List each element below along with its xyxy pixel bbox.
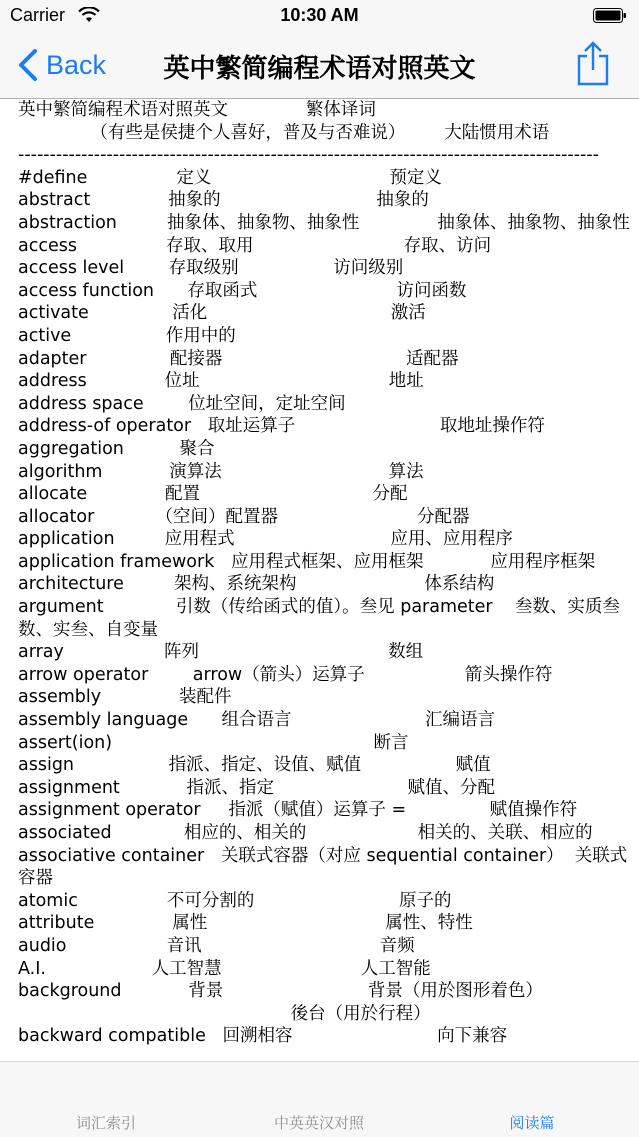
status-bar xyxy=(0,0,639,32)
carrier-label: Carrier xyxy=(10,5,66,25)
tab-label: 中英英汉对照 xyxy=(273,1114,364,1132)
battery-icon xyxy=(593,8,627,23)
navigation-bar xyxy=(0,32,639,99)
document-text: 英中繁简编程术语对照英文 繁体译词 （有些是侯捷个人喜好，普及与否难说） 大陆惯用术语 -------------------------------------------------------------------------------------------- #define 定义 预定义 abstract 抽象的 抽象的 abstraction 抽象体、抽象物、抽象性 抽象体、抽象物、抽象性 access 存取、取用 存取、访问 access level 存取级别 访问级别 access function 存取函式 访问函数 activate 活化 激活 active 作用中的 adapter 配接器 适配器 address 位址 地址 address space 位址空间，定址空间 address-of operator 取址运算子 取地址操作符 aggregation 聚合 algorithm 演算法 算法 allocate 配置 分配 allocator （空间）配置器 分配器 application 应用程式 应用、应用程序 application framework 应用程式框架、应用框架 应用程序框架 architecture 架构、系统架构 体系结构 argument 引数（传给函式的值）。叁见 parameter 叁数、实质叁数、实叁、自变量 array 阵列 数组 arrow operator arrow（箭头）运算子 箭头操作符 assembly 装配件 assembly language 组合语言 汇编语言 assert(ion) 断言 assign 指派、指定、设值、赋值 赋值 assignment 指派、指定 赋值、分配 assignment operator 指派（赋值）运算子 = 赋值操作符 associated 相应的、相关的 相关的、关联、相应的 associative container 关联式容器（对应 sequential container） 关联式容器 atomic 不可分割的 原子的 attribute 属性 属性、特性 audio 音讯 音频 A.I. 人工智慧 人工智能 background 背景 背景（用於图形着色） 後台（用於行程） backward compatible 回溯相容 向下兼容 xyxy=(18,100,630,1047)
tab-label: 阅读篇 xyxy=(509,1114,555,1132)
status-time: 10:30 AM xyxy=(280,5,359,25)
back-label: Back xyxy=(46,49,107,80)
tab-vocabulary-index[interactable] xyxy=(36,1112,176,1133)
share-icon[interactable] xyxy=(575,40,611,86)
tab-bar xyxy=(0,1061,639,1137)
chevron-left-icon xyxy=(16,48,38,82)
tab-label: 词汇索引 xyxy=(75,1114,136,1132)
page-title: 英中繁简编程术语对照英文 xyxy=(163,54,476,84)
document-scroll-view[interactable] xyxy=(0,99,639,1061)
back-button[interactable] xyxy=(16,46,106,84)
tab-reading[interactable] xyxy=(462,1112,602,1133)
tab-chinese-english[interactable] xyxy=(249,1112,389,1133)
